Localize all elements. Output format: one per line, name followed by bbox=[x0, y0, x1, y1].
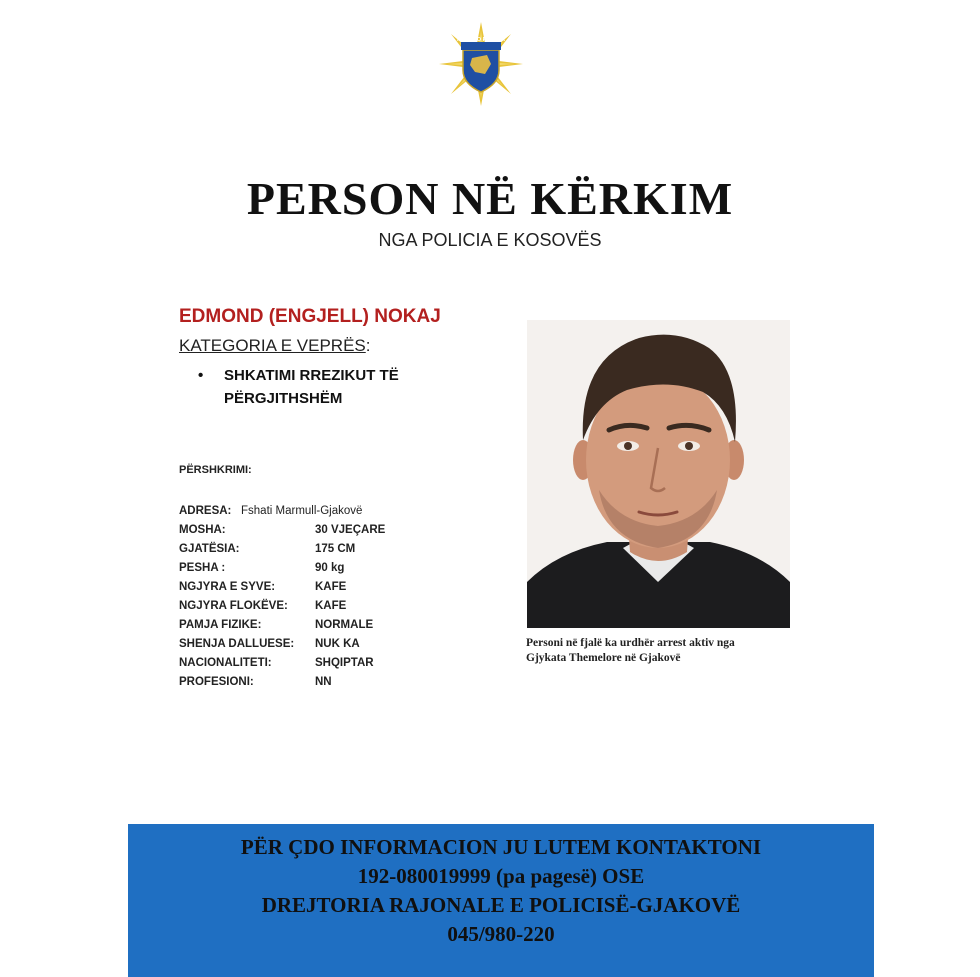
caption-line-1: Personi në fjalë ka urdhër arrest aktiv nga bbox=[526, 637, 735, 649]
contact-directorate: DREJTORIA RAJONALE E POLICISË-GJAKOVË bbox=[261, 893, 741, 917]
detail-value: KAFE bbox=[315, 581, 347, 593]
detail-value: SHQIPTAR bbox=[315, 657, 374, 669]
detail-row-address bbox=[179, 502, 499, 521]
contact-phone-free: 192-080019999 (pa pagesë) OSE bbox=[357, 864, 645, 888]
detail-value: 30 VJEÇARE bbox=[315, 524, 386, 536]
category-label: KATEGORIA E VEPRËS bbox=[179, 336, 366, 355]
detail-row bbox=[179, 654, 499, 673]
contact-line-1: PËR ÇDO INFORMACION JU LUTEM KONTAKTONI bbox=[240, 835, 762, 859]
kosovo-police-emblem bbox=[426, 20, 536, 106]
detail-label: NGJYRA E SYVE: bbox=[179, 581, 276, 593]
wanted-person-name: EDMOND (ENGJELL) NOKAJ bbox=[179, 306, 441, 327]
detail-row bbox=[179, 559, 499, 578]
detail-row bbox=[179, 540, 499, 559]
detail-value: NUK KA bbox=[315, 638, 360, 650]
detail-value: Fshati Marmull-Gjakovë bbox=[241, 505, 363, 517]
detail-label: NACIONALITETI: bbox=[179, 657, 272, 669]
detail-label: ADRESA: bbox=[179, 505, 232, 517]
caption-line-2: Gjykata Themelore në Gjakovë bbox=[526, 652, 681, 664]
offense-line-1: SHKATIMI RREZIKUT TË bbox=[224, 367, 399, 384]
detail-label: PROFESIONI: bbox=[179, 676, 254, 688]
poster-title: PERSON NË KËRKIM bbox=[246, 173, 734, 224]
detail-label: MOSHA: bbox=[179, 524, 226, 536]
detail-row bbox=[179, 578, 499, 597]
description-heading: PËRSHKRIMI: bbox=[179, 464, 252, 476]
offense-line-2: PËRGJITHSHËM bbox=[224, 390, 343, 407]
detail-label: SHENJA DALLUESE: bbox=[179, 638, 295, 650]
detail-row bbox=[179, 521, 499, 540]
suspect-photo bbox=[527, 320, 790, 628]
detail-value: 175 CM bbox=[315, 543, 356, 555]
bullet-icon: • bbox=[198, 367, 204, 384]
detail-value: KAFE bbox=[315, 600, 347, 612]
offense-list-item bbox=[198, 364, 466, 410]
svg-text:KOSOVO POLICIA: KOSOVO POLICIA bbox=[457, 37, 505, 43]
photo-caption bbox=[526, 636, 796, 666]
category-colon: : bbox=[365, 336, 371, 355]
detail-value: NORMALE bbox=[315, 619, 374, 631]
offense-category-heading bbox=[179, 336, 370, 356]
contact-banner bbox=[128, 824, 874, 977]
detail-label: PAMJA FIZIKE: bbox=[179, 619, 262, 631]
detail-value: NN bbox=[315, 676, 332, 688]
poster-subtitle: NGA POLICIA E KOSOVËS bbox=[378, 230, 602, 250]
detail-label: GJATËSIA: bbox=[179, 543, 240, 555]
detail-value: 90 kg bbox=[315, 562, 345, 574]
detail-row bbox=[179, 616, 499, 635]
detail-label: NGJYRA FLOKËVE: bbox=[179, 600, 288, 612]
detail-row bbox=[179, 673, 499, 692]
detail-row bbox=[179, 597, 499, 616]
contact-phone-directorate: 045/980-220 bbox=[447, 922, 555, 946]
detail-label: PESHA : bbox=[179, 562, 226, 574]
description-details bbox=[179, 502, 499, 692]
detail-row bbox=[179, 635, 499, 654]
